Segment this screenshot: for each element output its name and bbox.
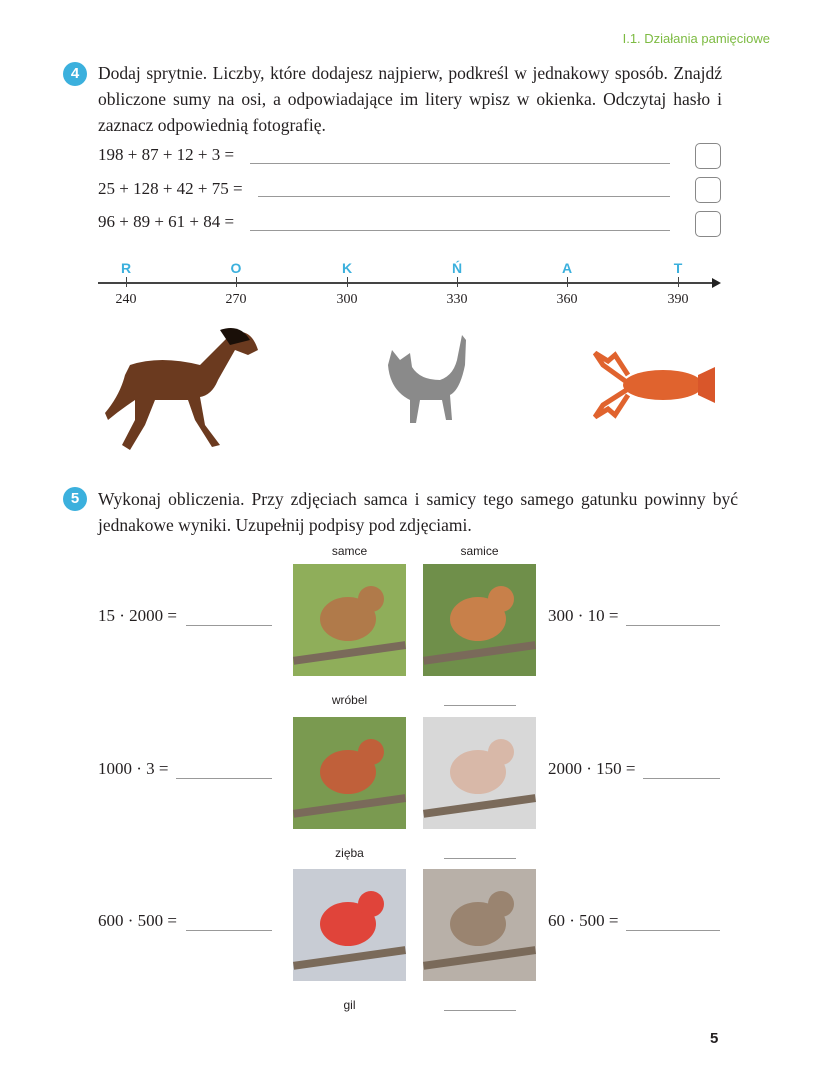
- male-equation: 600 · 500 =: [98, 911, 177, 930]
- male-bird-photo[interactable]: [293, 564, 406, 676]
- male-bird-label: gil: [343, 998, 356, 1012]
- female-label-line[interactable]: [444, 858, 516, 859]
- answer-line-1[interactable]: [250, 163, 670, 164]
- axis-tick: [678, 277, 679, 287]
- equation-3: 96 + 89 + 61 + 84 =: [98, 212, 235, 231]
- male-bird-label: wróbel: [331, 693, 368, 707]
- axis-letter: R: [120, 260, 132, 276]
- female-label-line[interactable]: [444, 1010, 516, 1011]
- exercise-4-instruction: Dodaj sprytnie. Liczby, które dodajesz najpierw, podkreśl w jednakowy sposób. Znajdź obliczone sumy na osi, a odpowiadające im litery wpisz w okienka. Odczytaj hasło i zaznacz odpowiednią fotografię.: [98, 63, 722, 135]
- female-equation: 60 · 500 =: [548, 911, 619, 930]
- letter-box-2[interactable]: [695, 177, 721, 203]
- axis-letter: K: [341, 260, 353, 276]
- axis-letter: T: [673, 260, 683, 276]
- axis-letter: O: [230, 260, 242, 276]
- equation-2: 25 + 128 + 42 + 75 =: [98, 179, 243, 198]
- axis-value: 270: [225, 292, 247, 307]
- female-bird-photo[interactable]: [423, 869, 536, 981]
- horse-photo[interactable]: [100, 325, 265, 455]
- letter-box-1[interactable]: [695, 143, 721, 169]
- equation-1: 198 + 87 + 12 + 3 =: [98, 145, 235, 164]
- male-equation: 15 · 2000 =: [98, 606, 177, 625]
- answer-line-2[interactable]: [258, 196, 670, 197]
- male-equation: 1000 · 3 =: [98, 759, 169, 778]
- male-bird-label: zięba: [335, 846, 364, 860]
- axis-letter: Ń: [451, 260, 463, 276]
- female-equation: 300 · 10 =: [548, 606, 619, 625]
- exercise-5-number: 5: [63, 487, 87, 511]
- female-answer-line[interactable]: [643, 778, 720, 779]
- axis-line: [98, 282, 713, 284]
- males-column-header: samce: [331, 544, 368, 558]
- axis-tick: [236, 277, 237, 287]
- male-bird-photo[interactable]: [293, 869, 406, 981]
- crayfish-photo[interactable]: [593, 345, 718, 425]
- female-bird-photo[interactable]: [423, 564, 536, 676]
- axis-letter: A: [561, 260, 573, 276]
- axis-value: 330: [446, 292, 468, 307]
- arrow-icon: [712, 278, 721, 288]
- axis-tick: [347, 277, 348, 287]
- female-answer-line[interactable]: [626, 625, 720, 626]
- axis-value: 390: [667, 292, 689, 307]
- answer-line-3[interactable]: [250, 230, 670, 231]
- female-label-line[interactable]: [444, 705, 516, 706]
- male-answer-line[interactable]: [176, 778, 272, 779]
- male-answer-line[interactable]: [186, 930, 272, 931]
- axis-value: 300: [336, 292, 358, 307]
- page-number: 5: [710, 1030, 719, 1047]
- axis-value: 240: [115, 292, 137, 307]
- axis-tick: [457, 277, 458, 287]
- axis-tick: [567, 277, 568, 287]
- females-column-header: samice: [460, 544, 499, 558]
- female-bird-photo[interactable]: [423, 717, 536, 829]
- axis-value: 360: [556, 292, 578, 307]
- female-equation: 2000 · 150 =: [548, 759, 636, 778]
- axis-tick: [126, 277, 127, 287]
- cat-photo[interactable]: [380, 335, 470, 430]
- female-answer-line[interactable]: [626, 930, 720, 931]
- exercise-5-instruction: Wykonaj obliczenia. Przy zdjęciach samca i samicy tego samego gatunku powinny być jednakowe wyniki. Uzupełnij podpisy pod zdjęciami.: [98, 489, 738, 535]
- letter-box-3[interactable]: [695, 211, 721, 237]
- section-header: I.1. Działania pamięciowe: [622, 31, 770, 46]
- male-answer-line[interactable]: [186, 625, 272, 626]
- exercise-4-number: 4: [63, 62, 87, 86]
- male-bird-photo[interactable]: [293, 717, 406, 829]
